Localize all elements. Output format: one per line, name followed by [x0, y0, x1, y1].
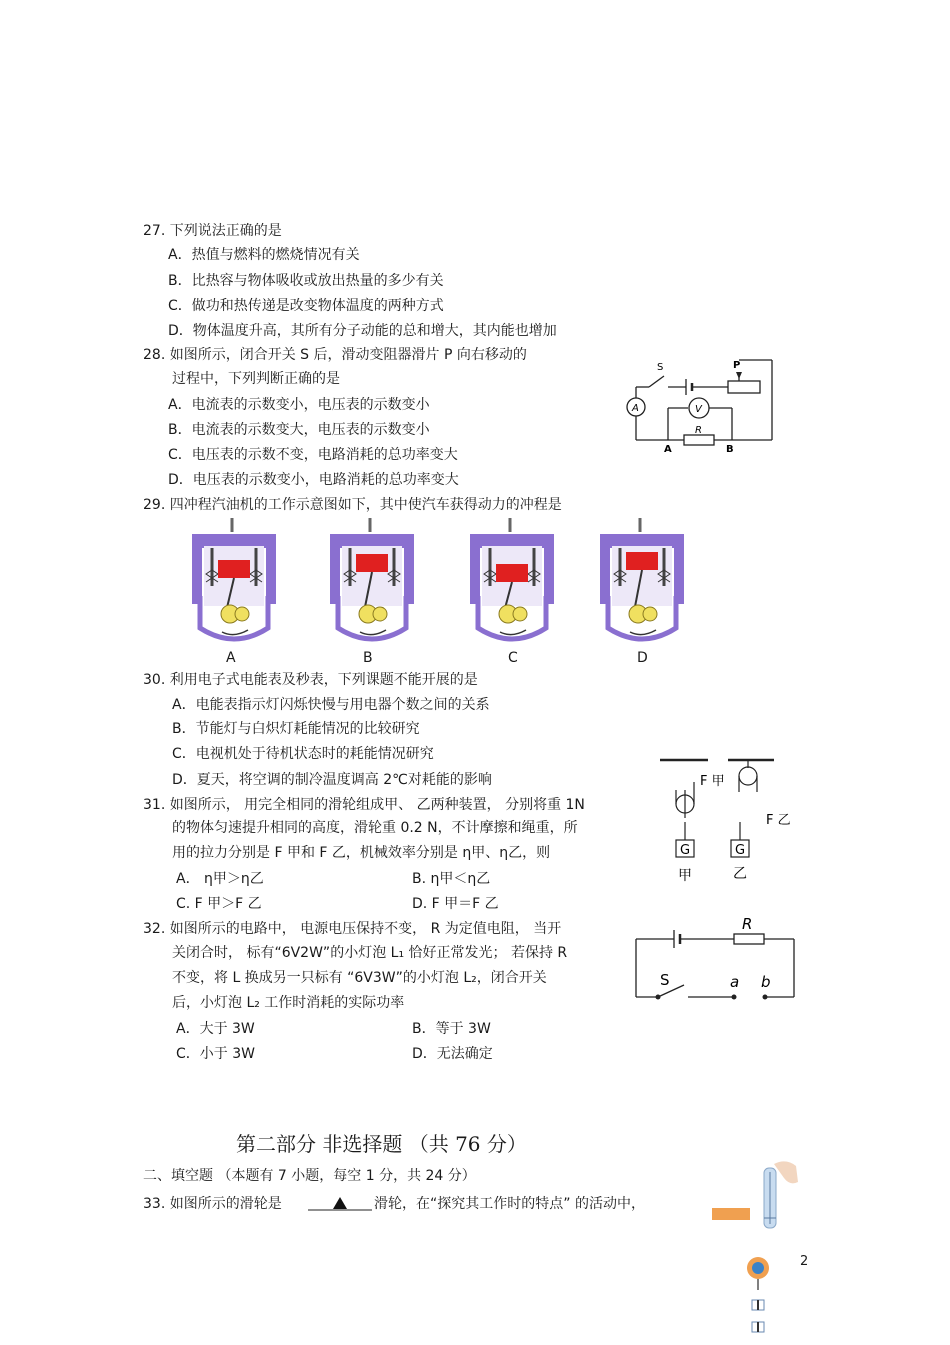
- fill-in-section-title: 二、填空题 （本题有 7 小题，每空 1 分，共 24 分）: [143, 1168, 476, 1184]
- q32-circuit-diagram: [632, 915, 800, 1003]
- q30-stem: 30. 利用电子式电能表及秒表，下列课题不能开展的是: [143, 672, 478, 688]
- q32-fig-point-b: b: [761, 973, 771, 991]
- q31-fig-g2: G: [735, 843, 746, 858]
- q28-fig-ammeter-label: A: [632, 403, 639, 414]
- q31-fig-f-jia: F 甲: [700, 774, 725, 789]
- q31-fig-yi: 乙: [733, 866, 747, 882]
- engine-diagram-b: [324, 516, 420, 644]
- engine-diagram-c: [464, 516, 560, 644]
- q28-stem-line1: 28. 如图所示，闭合开关 S 后，滑动变阻器滑片 P 向右移动的: [143, 347, 527, 363]
- q28-stem-line2: 过程中，下列判断正确的是: [172, 371, 340, 387]
- q27-option-b: B．比热容与物体吸收或放出热量的多少有关: [168, 273, 444, 289]
- q28-fig-point-a: A: [664, 444, 672, 455]
- q32-fig-point-a: a: [730, 973, 740, 991]
- q27-option-d: D．物体温度升高，其所有分子动能的总和增大，其内能也增加: [168, 323, 557, 339]
- q30-option-a: A．电能表指示灯闪烁快慢与用电器个数之间的关系: [172, 697, 490, 713]
- q30-option-d: D．夏天，将空调的制冷温度调高 2℃对耗能的影响: [172, 772, 492, 788]
- engine-diagram-d: [594, 516, 690, 644]
- q32-stem-line1: 32. 如图所示的电路中， 电源电压保持不变， R 为定值电阻， 当开: [143, 921, 562, 937]
- q28-fig-switch-label: S: [657, 362, 664, 373]
- q31-fig-g1: G: [680, 843, 691, 858]
- q31-option-d: D. F 甲＝F 乙: [412, 896, 499, 912]
- engine-diagram-a: [186, 516, 282, 644]
- q32-stem-line3: 不变，将 L 换成另一只标有 “6V3W”的小灯泡 L₂，闭合开关: [172, 970, 547, 986]
- q28-fig-slider-label: P: [733, 360, 741, 371]
- q28-fig-resistor-label: R: [695, 425, 702, 436]
- q31-option-c: C. F 甲＞F 乙: [176, 896, 262, 912]
- q28-circuit-diagram: [624, 352, 784, 457]
- q28-option-a: A．电流表的示数变小，电压表的示数变小: [168, 397, 430, 413]
- q33-pulley-photo: [712, 1158, 802, 1338]
- q31-stem-line2: 的物体匀速提升相同的高度，滑轮重 0.2 N，不计摩擦和绳重，所: [172, 820, 578, 836]
- q28-fig-point-b: B: [726, 444, 734, 455]
- q30-option-b: B．节能灯与白炽灯耗能情况的比较研究: [172, 721, 420, 737]
- q27-option-a: A．热值与燃料的燃烧情况有关: [168, 247, 360, 263]
- q33-stem-prefix: 33. 如图所示的滑轮是: [143, 1196, 282, 1212]
- q28-fig-voltmeter-label: V: [695, 404, 702, 415]
- part2-heading: 第二部分 非选择题 （共 76 分）: [236, 1132, 527, 1156]
- q30-option-c: C．电视机处于待机状态时的耗能情况研究: [172, 746, 434, 762]
- page-number: 2: [800, 1254, 809, 1269]
- q29-stem: 29. 四冲程汽油机的工作示意图如下，其中使汽车获得动力的冲程是: [143, 497, 562, 513]
- q28-option-c: C．电压表的示数不变，电路消耗的总功率变大: [168, 447, 458, 463]
- q32-option-d: D．无法确定: [412, 1046, 493, 1062]
- q32-option-b: B．等于 3W: [412, 1021, 491, 1037]
- q32-option-c: C．小于 3W: [176, 1046, 255, 1062]
- q27-option-c: C．做功和热传递是改变物体温度的两种方式: [168, 298, 444, 314]
- q28-option-d: D．电压表的示数变小，电路消耗的总功率变大: [168, 472, 459, 488]
- q33-stem-suffix: 滑轮，在“探究其工作时的特点” 的活动中，: [374, 1196, 645, 1212]
- q31-fig-jia: 甲: [678, 868, 692, 884]
- q32-fig-resistor-label: R: [742, 915, 753, 933]
- q31-pulley-diagram: [656, 752, 796, 887]
- q31-option-a: A． η甲＞η乙: [176, 871, 264, 887]
- q31-option-b: B. η甲＜η乙: [412, 871, 491, 887]
- q32-option-a: A．大于 3W: [176, 1021, 255, 1037]
- q32-stem-line4: 后，小灯泡 L₂ 工作时消耗的实际功率: [172, 995, 405, 1011]
- q29-label-c: C: [508, 650, 518, 666]
- q28-option-b: B．电流表的示数变大，电压表的示数变小: [168, 422, 430, 438]
- q31-fig-f-yi: F 乙: [766, 813, 791, 828]
- q32-fig-switch-label: S: [660, 971, 670, 989]
- q31-stem-line1: 31. 如图所示， 用完全相同的滑轮组成甲、 乙两种装置， 分别将重 1N: [143, 797, 585, 813]
- q32-stem-line2: 关闭合时， 标有“6V2W”的小灯泡 L₁ 恰好正常发光； 若保持 R: [172, 945, 568, 961]
- q29-label-a: A: [226, 650, 236, 666]
- q27-stem: 27. 下列说法正确的是: [143, 223, 282, 239]
- q33-answer-blank: [306, 1194, 374, 1212]
- q29-label-d: D: [637, 650, 648, 666]
- q29-label-b: B: [363, 650, 373, 666]
- q31-stem-line3: 用的拉力分别是 F 甲和 F 乙，机械效率分别是 η甲、η乙，则: [172, 845, 551, 861]
